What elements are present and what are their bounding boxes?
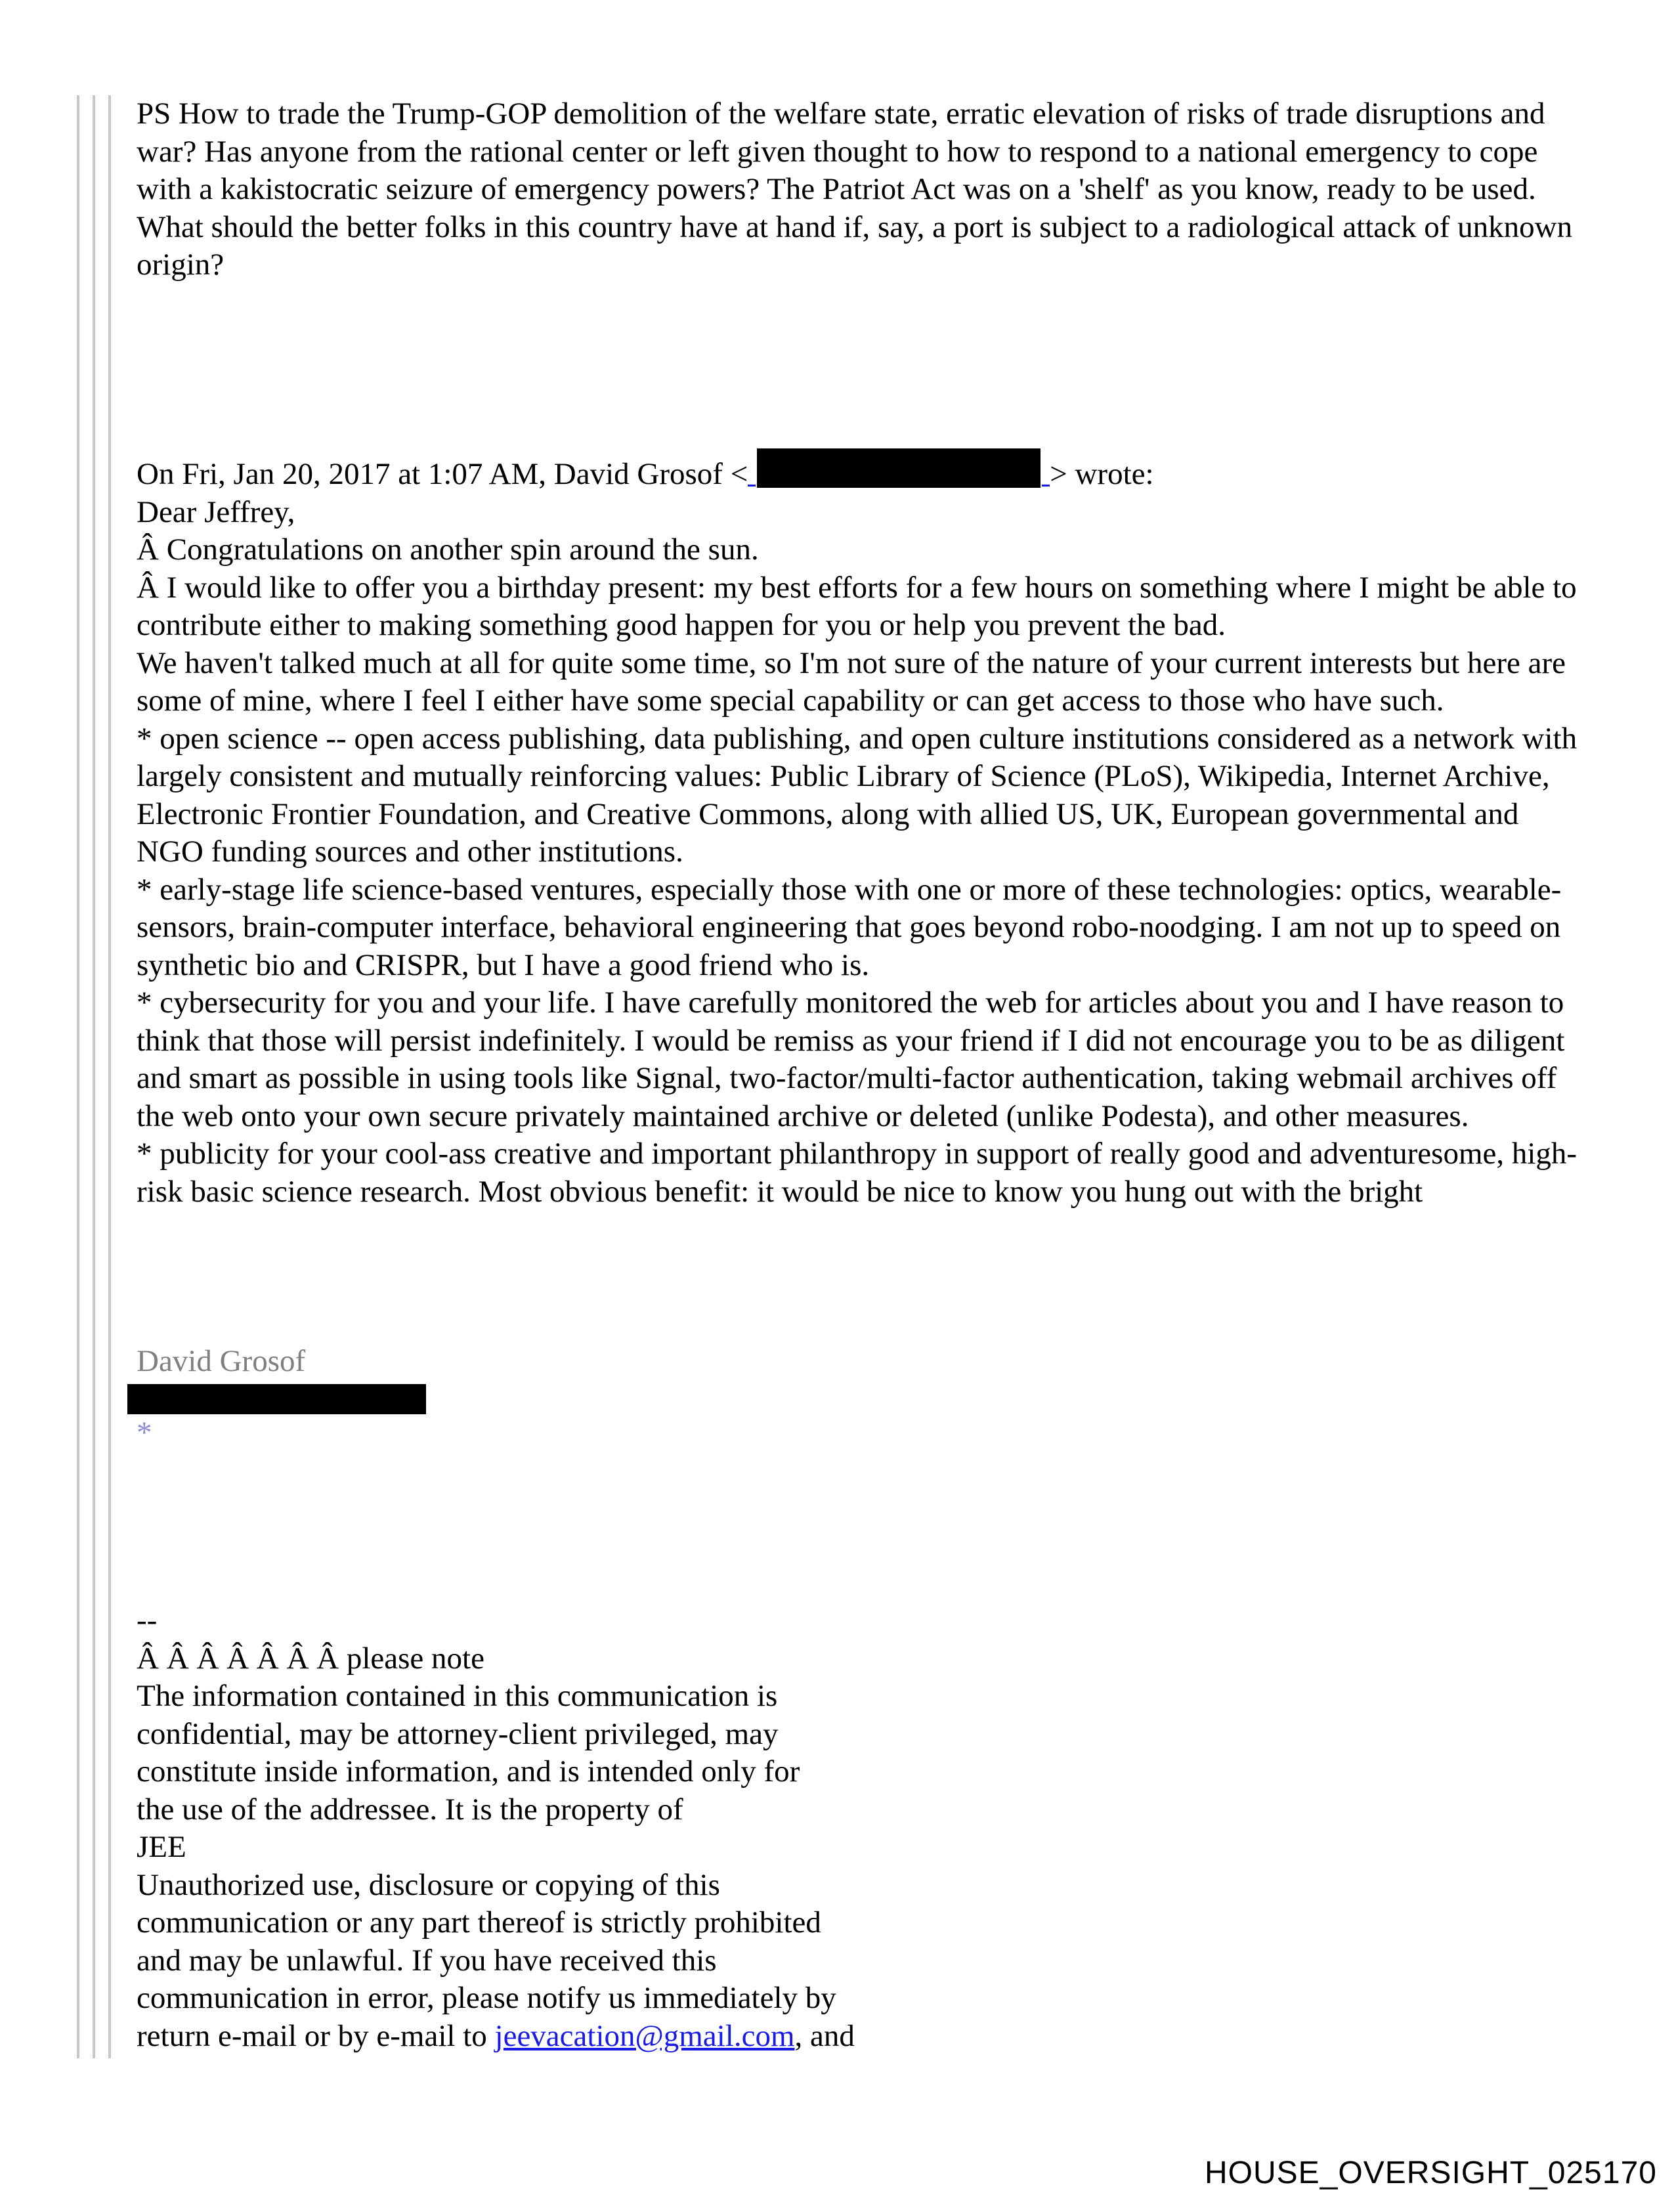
reply-header-prefix: On Fri, Jan 20, 2017 at 1:07 AM, David Grosof < (137, 457, 748, 491)
email-link[interactable]: jeevacation@gmail.com (494, 2018, 795, 2053)
disclaimer-line: the use of the addressee. It is the property of (137, 1792, 683, 1827)
disclaimer-line: communication in error, please notify us immediately by (137, 1981, 836, 2015)
ps-block (137, 95, 1581, 284)
bates-number: HOUSE_OVERSIGHT_025170 (1205, 2156, 1657, 2190)
disclaimer-last-line (137, 2018, 990, 2056)
redacted-link-underline-end (1042, 458, 1050, 487)
reply-header (137, 448, 1581, 494)
bullet-publicity: * publicity for your cool-ass creative and important philanthropy in support of really good and adventuresome, high-risk basic science research. Most obvious benefit: it would be nice to know you hung out with the bright (137, 1137, 1577, 1209)
disclaimer-line: Unauthorized use, disclosure or copying of this (137, 1867, 720, 1902)
ps-paragraph: PS How to trade the Trump-GOP demolition of the welfare state, erratic elevation of risks of trade disruptions and war? Has anyone from the rational center or left given thought to how to respond to a national emergency to cope with a kakistocratic seizure of emergency powers? The Patriot Act was on a 'shelf' as you know, ready to be used. What should the better folks in this country have at hand if, say, a port is subject to a radiological attack of unknown origin? (137, 97, 1573, 282)
disclaimer-line: JEE (137, 1830, 186, 1864)
quote-bar-middle (93, 95, 95, 2058)
redacted-signature-email (127, 1384, 426, 1414)
quote-bar-outer (77, 95, 79, 2058)
disclaimer-line: The information contained in this communication is (137, 1679, 778, 1713)
disclaimer-line: communication or any part thereof is strictly prohibited (137, 1905, 821, 1940)
message-line-interests: We haven't talked much at all for quite some time, so I'm not sure of the nature of your current interests but here are some of mine, where I feel I either have some special capability or can get access to those who have such. (137, 645, 1566, 718)
footer-dashes: -- (137, 1603, 158, 1637)
footer-note: Â Â Â Â Â Â Â please note (137, 1641, 484, 1676)
bullet-life-science: * early-stage life science-based ventures, especially those with one or more of these technologies: optics, wearable-sensors, brain-computer interface, behavioral engineering that goes beyond robo-noodging. I am not up to speed on synthetic bio and CRISPR, but I have a good friend who is. (137, 872, 1562, 982)
signature-block (137, 1343, 1581, 1452)
redacted-email (757, 448, 1041, 488)
redacted-link-underline (748, 458, 756, 487)
disclaimer-line: confidential, may be attorney-client privileged, may (137, 1716, 779, 1751)
message-line-offer: Â I would like to offer you a birthday present: my best efforts for a few hours on something where I might be able to contribute either to making something good happen for you or help you prevent the bad. (137, 570, 1577, 642)
disclaimer-line: constitute inside information, and is intended only for (137, 1754, 800, 1789)
signature-name: David Grosof (137, 1344, 306, 1378)
quoted-reply-block (137, 448, 1581, 1211)
last-line-suffix: , and (794, 2018, 855, 2053)
bullet-open-science: * open science -- open access publishing, data publishing, and open culture institutions considered as a network with largely consistent and mutually reinforcing values: Public Library of Science (PLoS), Wikipedia, Internet Archive, Electronic Frontier Foundation, and Creative Commons, along with allied US, UK, European governmental and NGO funding sources and other institutions. (137, 721, 1577, 869)
message-greeting: Dear Jeffrey, (137, 494, 295, 529)
signature-star: * (137, 1415, 152, 1450)
quote-bar-inner (108, 95, 111, 2058)
disclaimer-line: and may be unlawful. If you have received this (137, 1943, 717, 1978)
reply-header-suffix: > wrote: (1050, 457, 1154, 491)
footer-disclaimer (137, 1602, 990, 2055)
last-line-prefix: return e-mail or by e-mail to (137, 2018, 495, 2053)
bullet-cybersecurity: * cybersecurity for you and your life. I have carefully monitored the web for articles about you and I have reason to think that those will persist indefinitely. I would be remiss as your friend if I did not encourage you to be as diligent and smart as possible in using tools like Signal, two-factor/multi-factor authentication, taking webmail archives off the web onto your own secure privately maintained archive or deleted (unlike Podesta), and other measures. (137, 986, 1565, 1133)
message-line-congratulations: Â Congratulations on another spin around the sun. (137, 532, 759, 567)
